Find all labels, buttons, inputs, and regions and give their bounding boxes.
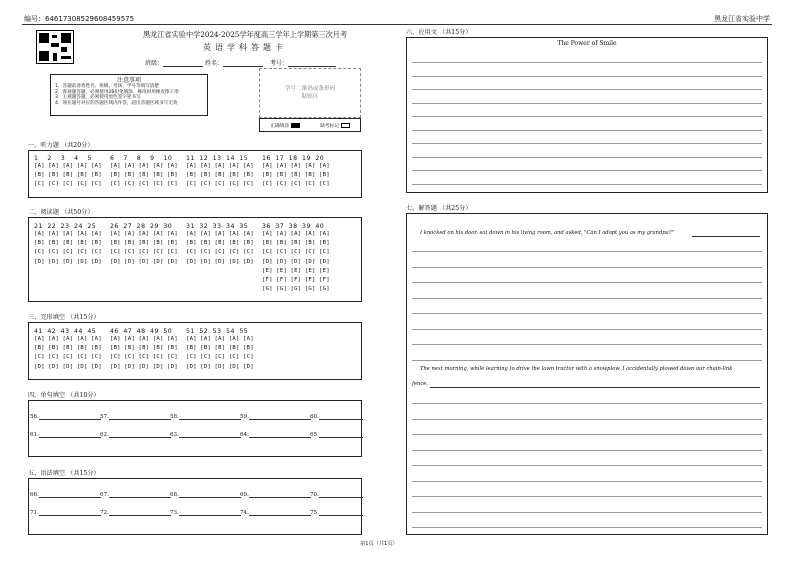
essay-prompt-1: I knocked on his door, sat down in his living room, and asked, "Can I adopt you as my grandpa?" — [420, 230, 674, 236]
blank-field[interactable]: 62. — [100, 432, 171, 438]
answer-group[interactable]: 51 52 53 54 55 [A] [A] [A] [A] [A] [B] [B] [B] [B] [B] [C] [C] [C] [C] [C] [D] [D] [D] [D] [D] — [186, 328, 254, 370]
writing-line[interactable] — [412, 450, 762, 451]
section-reading-title: 二、阅读题 （共50分） — [28, 209, 94, 216]
notice-item: 3．主观题答题，必须使用黑色签字笔书写 — [55, 95, 141, 101]
exam-title: 黑龙江省实验中学2024-2025学年度高三学年上学期第三次月考 — [142, 30, 348, 39]
blank-field[interactable]: 65. — [310, 432, 363, 438]
blank-field[interactable]: 63. — [170, 432, 241, 438]
answer-group[interactable]: 21 22 23 24 25 [A] [A] [A] [A] [A] [B] [B] [B] [B] [B] [C] [C] [C] [C] [C] [D] [D] [D] [D] [D] — [34, 223, 102, 265]
blank-field[interactable]: 66. — [30, 492, 101, 498]
barcode-label-2: 粘贴区 — [301, 94, 319, 100]
writing-line[interactable] — [412, 465, 762, 466]
blank-field[interactable]: 60. — [310, 414, 363, 420]
serial-number: 编号：6461730852960845957​5 — [24, 15, 135, 23]
notice-item: 2．客观题答题，必须使用2B铅笔填涂，修改时用橡皮擦干净 — [55, 89, 179, 95]
blank-field[interactable]: 57. — [100, 414, 171, 420]
notice-title: 注意事项 — [116, 77, 141, 84]
answer-group[interactable]: 26 27 28 29 30 [A] [A] [A] [A] [A] [B] [B] [B] [B] [B] [C] [C] [C] [C] [C] [D] [D] [D] [D] [D] — [110, 223, 178, 265]
blank-field[interactable]: 71. — [30, 510, 101, 516]
answer-group[interactable]: 46 47 48 49 50 [A] [A] [A] [A] [A] [B] [B] [B] [B] [B] [C] [C] [C] [C] [C] [D] [D] [D] [D] [D] — [110, 328, 178, 370]
section-listening-title: 一、听力题 （共20分） — [28, 142, 94, 149]
writing-line[interactable] — [412, 329, 762, 330]
section-grammar-title: 五、语法填空 （共15分） — [28, 470, 100, 477]
writing-line[interactable] — [412, 313, 762, 314]
writing-line[interactable] — [412, 434, 762, 435]
writing-line[interactable] — [430, 387, 760, 388]
writing-line[interactable] — [412, 344, 762, 345]
qr-code-icon — [36, 30, 74, 64]
essay-prompt-2: The next morning, while learning to drive the lawn tractor with a snowplow, I accidentally plowed down our chain-link — [420, 366, 733, 372]
mark-legend — [259, 118, 361, 132]
writing-line[interactable] — [412, 116, 762, 117]
writing-line[interactable] — [412, 298, 762, 299]
blank-field[interactable]: 70. — [310, 492, 363, 498]
name-field[interactable]: 姓名： — [205, 58, 263, 67]
blank-field[interactable]: 73. — [170, 510, 241, 516]
blank-field[interactable]: 67. — [100, 492, 171, 498]
writing-line[interactable] — [412, 481, 762, 482]
writing-line[interactable] — [412, 419, 762, 420]
answer-group[interactable]: 6 7 8 9 10 [A] [A] [A] [A] [A] [B] [B] [B] [B] [B] [C] [C] [C] [C] [C] — [110, 155, 178, 188]
missing-mark-label: 缺考标记 — [320, 123, 340, 129]
notice-item: 1．答题前请将姓名、班级、考场、学号等填写清楚 — [55, 84, 159, 89]
writing-line[interactable] — [412, 103, 762, 104]
section-sentence-title: 四、单句填空 （共10分） — [28, 392, 100, 399]
blank-field[interactable]: 56. — [30, 414, 101, 420]
section-applied-title: 六、应用文 （共15分） — [406, 29, 472, 36]
absence-checkbox[interactable] — [341, 123, 350, 128]
blank-field[interactable]: 61. — [30, 432, 101, 438]
blank-field[interactable]: 72. — [100, 510, 171, 516]
writing-line[interactable] — [412, 89, 762, 90]
writing-line[interactable] — [412, 170, 762, 171]
blank-field[interactable]: 69. — [240, 492, 311, 498]
blank-field[interactable]: 74. — [240, 510, 311, 516]
writing-line[interactable] — [692, 236, 760, 237]
writing-line[interactable] — [412, 403, 762, 404]
writing-line[interactable] — [412, 76, 762, 77]
writing-line[interactable] — [412, 267, 762, 268]
sentence-fill-box — [28, 400, 362, 457]
blank-field[interactable]: 59. — [240, 414, 311, 420]
answer-group[interactable]: 36 37 38 39 40 [A] [A] [A] [A] [A] [B] [B] [B] [B] [B] [C] [C] [C] [C] [C] [D] [D] [D] [D] [D] [E] [E] [E] [E] [E] [F] [F] [F] [F] [F] [G] [G] [G] [G] [G] — [262, 223, 330, 293]
answer-group[interactable]: 16 17 18 19 20 [A] [A] [A] [A] [A] [B] [B] [B] [B] [B] [C] [C] [C] [C] [C] — [262, 155, 330, 188]
writing-line[interactable] — [412, 184, 762, 185]
applied-writing-title: The Power of Smile — [557, 40, 617, 47]
exam-subtitle: 英语学科答题卡 — [203, 43, 287, 52]
blank-field[interactable]: 68. — [170, 492, 241, 498]
filled-box-icon — [291, 123, 300, 128]
notice-item: 4．须在题号对应的答题区域内作答，超出答题区域书写无效 — [55, 100, 178, 106]
blank-field[interactable]: 64. — [240, 432, 311, 438]
class-field[interactable]: 班级： — [145, 58, 203, 67]
barcode-label: 学号二维码或条形码 — [284, 86, 336, 92]
answer-group[interactable]: 31 32 33 34 35 [A] [A] [A] [A] [A] [B] [B] [B] [B] [B] [C] [C] [C] [C] [C] [D] [D] [D] [D] [D] — [186, 223, 254, 265]
writing-line[interactable] — [412, 130, 762, 131]
correct-fill-label: 正确填涂 — [270, 123, 290, 129]
writing-line[interactable] — [412, 251, 762, 252]
answer-group[interactable]: 41 42 43 44 45 [A] [A] [A] [A] [A] [B] [B] [B] [B] [B] [C] [C] [C] [C] [C] [D] [D] [D] [D] [D] — [34, 328, 102, 370]
grammar-fill-box — [28, 478, 362, 535]
writing-line[interactable] — [412, 496, 762, 497]
essay-box[interactable] — [406, 213, 768, 535]
answer-group[interactable]: 1 2 3 4 5 [A] [A] [A] [A] [A] [B] [B] [B] [B] [B] [C] [C] [C] [C] [C] — [34, 155, 102, 188]
writing-line[interactable] — [412, 143, 762, 144]
blank-field[interactable]: 75. — [310, 510, 363, 516]
writing-line[interactable] — [412, 512, 762, 513]
writing-line[interactable] — [412, 62, 762, 63]
writing-line[interactable] — [412, 360, 762, 361]
writing-line[interactable] — [412, 282, 762, 283]
answer-group[interactable]: 11 12 13 14 15 [A] [A] [A] [A] [A] [B] [B] [B] [B] [B] [C] [C] [C] [C] [C] — [186, 155, 254, 188]
header-divider — [22, 24, 772, 25]
blank-field[interactable]: 58. — [170, 414, 241, 420]
writing-line[interactable] — [412, 157, 762, 158]
notice-box — [50, 74, 208, 116]
section-cloze-title: 三、完形填空 （共15分） — [28, 314, 100, 321]
school-name: 黑龙江省实验中学 — [714, 15, 770, 23]
section-essay-title: 七、解答题 （共25分） — [406, 205, 472, 212]
writing-line[interactable] — [412, 527, 762, 528]
exam-number-field[interactable]: 考号： — [270, 58, 336, 67]
barcode-area — [259, 68, 361, 118]
page-number: 第1页（共1页） — [360, 541, 398, 547]
essay-prompt-2b: fence. — [412, 381, 428, 387]
